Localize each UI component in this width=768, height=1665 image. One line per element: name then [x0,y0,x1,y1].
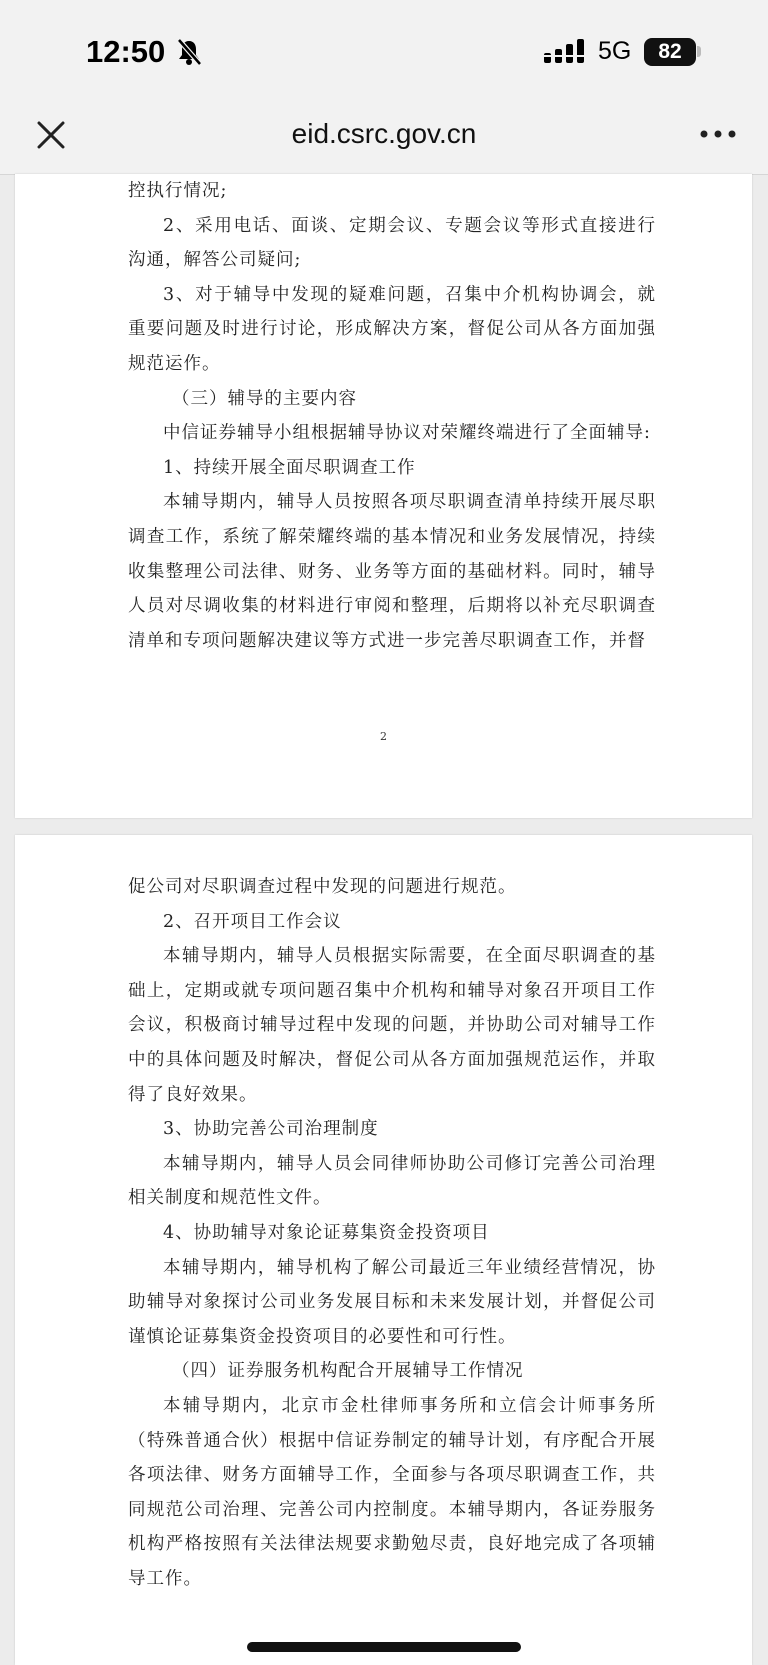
document-page [15,835,752,1665]
subsection-heading: 4、协助辅导对象论证募集资金投资项目 [163,1222,490,1243]
status-bar [0,0,768,100]
subsection-heading: 3、协助完善公司治理制度 [163,1119,379,1140]
battery-indicator: 82 [644,38,696,66]
paragraph: 2、采用电话、面谈、定期会议、专题会议等形式直接进行沟通，解答公司疑问; [128,215,656,271]
paragraph: 本辅导期内，辅导人员按照各项尽职调查清单持续开展尽职调查工作，系统了解荣耀终端的基本情况和业务发展情况，持续收集整理公司法律、财务、业务等方面的基础材料。同时，辅导人员对尽调收集的材料进行审阅和整理，后期将以补充尽职调查清单和专项问题解决建议等方式进一步完善尽职调查工作，并督 [128,492,656,651]
section-heading: （四）证券服务机构配合开展辅导工作情况 [172,1361,524,1382]
section-heading: （三）辅导的主要内容 [172,388,357,409]
paragraph: 促公司对尽职调查过程中发现的问题进行规范。 [128,877,517,897]
paragraph: 本辅导期内，北京市金杜律师事务所和立信会计师事务所（特殊普通合伙）根据中信证券制定的辅导计划，有序配合开展各项法律、财务方面辅导工作，全面参与各项尽职调查工作，共同规范公司治理、完善公司内控制度。本辅导期内，各证券服务机构严格按照有关法律法规要求勤勉尽责，良好地完成了各项辅导工作。 [128,1395,656,1589]
browser-nav-bar [0,100,768,175]
status-time: 12:50 [86,34,166,69]
url-bar[interactable]: eid.csrc.gov.cn [291,118,477,149]
document-page [15,174,752,818]
silent-bell-icon [176,38,202,70]
paragraph: 中信证券辅导小组根据辅导协议对荣耀终端进行了全面辅导: [163,423,651,444]
more-options-icon[interactable] [698,124,738,144]
page-text [128,870,656,1596]
paragraph: 本辅导期内，辅导人员会同律师协助公司修订完善公司治理相关制度和规范性文件。 [128,1153,656,1209]
page-number: 2 [380,730,387,743]
paragraph: 本辅导期内，辅导机构了解公司最近三年业绩经营情况，协助辅导对象探讨公司业务发展目标和未来发展计划，并督促公司谨慎论证募集资金投资项目的必要性和可行性。 [128,1257,656,1347]
paragraph: 本辅导期内，辅导人员根据实际需要，在全面尽职调查的基础上，定期或就专项问题召集中介机构和辅导对象召开项目工作会议，积极商讨辅导过程中发现的问题，并协助公司对辅导工作中的具体问题及时解决，督促公司从各方面加强规范运作，并取得了良好效果。 [128,946,656,1105]
battery-tip [697,46,701,57]
paragraph: 3、对于辅导中发现的疑难问题，召集中介机构协调会，就重要问题及时进行讨论，形成解决方案，督促公司从各方面加强规范运作。 [128,284,656,374]
subsection-heading: 2、召开项目工作会议 [163,911,342,932]
subsection-heading: 1、持续开展全面尽职调查工作 [163,457,416,478]
page-text [128,174,656,658]
network-type: 5G [598,37,632,65]
paragraph: 控执行情况; [128,181,228,201]
home-indicator[interactable] [247,1642,521,1652]
cellular-signal-icon [544,39,586,67]
